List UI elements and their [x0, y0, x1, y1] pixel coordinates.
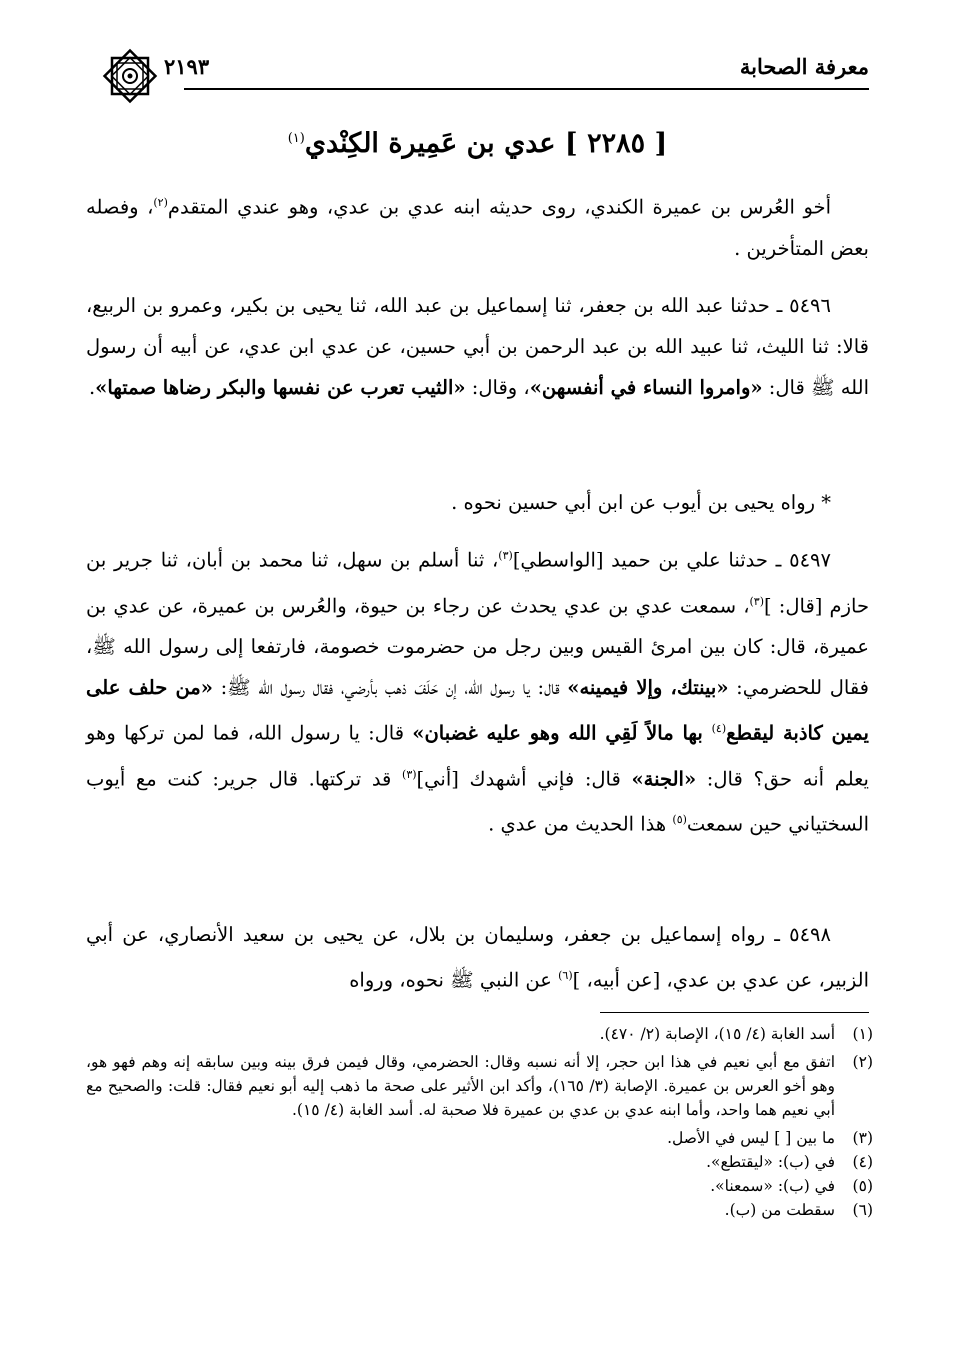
footnote-number: (٦) [852, 1201, 873, 1219]
footnote-ref: (٣) [402, 767, 417, 781]
entry-heading [86, 128, 869, 159]
footnote-ref: (٦) [558, 969, 573, 982]
footnote-item [86, 1198, 873, 1222]
hadith-text: قد تركتها. قال جرير: كنت مع أيوب السختياني حين سمعت [86, 767, 869, 836]
narration-note [86, 482, 869, 523]
hadith-text: ٥٤٩٨ ـ رواه إسماعيل بن جعفر، وسليمان بن بلال، عن يحيى بن سعيد الأنصاري، عن أبي الزبير، عن عدي بن عدي، [عن أبيه، ] [86, 923, 869, 992]
footnote-text: أسد الغابة (٤/ ١٥)، الإصابة (٢/ ٤٧٠). [599, 1025, 835, 1043]
hadith-5498 [86, 914, 869, 1001]
hadith-text: ، وقال: [465, 376, 530, 399]
footnote-number: (٢) [852, 1053, 873, 1071]
entry-heading-text: [ ٢٢٨٥ ] عدي بن عَمِيرة الكِنْدي [304, 128, 668, 159]
hadith-quote: «بينتك، وإلا فيمينه» [567, 676, 729, 699]
hadith-quote: «من حلف على يمين كاذبة ليقطع [86, 676, 869, 745]
footnote-number: (١) [852, 1025, 873, 1043]
footnote-ref: (٣) [749, 594, 765, 608]
footnote-ref: (٣) [498, 549, 513, 562]
footnote-number: (٥) [852, 1177, 873, 1195]
footnote-ref: (٢) [153, 196, 168, 209]
page-number: ٢١٩٣ [164, 54, 210, 79]
footnote-item [86, 1022, 873, 1046]
footnote-text: في (ب): «ليقتطع». [706, 1153, 835, 1171]
footnote-text: سقطت من (ب). [724, 1201, 835, 1219]
footnote-item [86, 1150, 873, 1174]
footnote-text: اتفق مع أبي نعيم في هذا ابن حجر، إلا أنه نسبه وقال: الحضرمي، وقال فيمن فرق بينه وبين سابقه إنه وهم فهو هو، وهو أخو العرس بن عميرة. الإصابة (٣/ ١٦٥)، وأكد ابن الأثير على صحة ما ذهب إليه أبو نعيم فقال: قلت: والصحيح مع أبي نعيم هما واحد، وأما ابنه عدي بن عدي بن عميرة فلا صحبة له. أسد الغابة (٤/ ١٥). [86, 1053, 835, 1119]
hadith-text: ٥٤٩٧ ـ حدثنا علي بن حميد [الواسطي] [512, 548, 831, 572]
narration-note-text: * رواه يحيى بن أيوب عن ابن أبي حسين نحوه . [451, 491, 831, 514]
hadith-text: قال: يا رسول الله، إن حَلَفَ ذهب بأرضي، فقال رسول الله ﷺ: [212, 676, 568, 699]
hadith-quote: «الجنة» [631, 767, 697, 790]
footnotes [86, 1022, 873, 1222]
hadith-text: هذا الحديث من عدي . [488, 812, 673, 836]
intro-paragraph [86, 182, 869, 269]
hadith-text: . [88, 376, 96, 399]
footnote-number: (٣) [852, 1129, 873, 1147]
hadith-quote: «وامروا النساء في أنفسهن» [529, 376, 763, 399]
hadith-text: ، ثنا أسلم بن سهل، ثنا محمد بن أبان، ثنا جرير بن حازم [قال: ] [86, 548, 869, 617]
intro-text-end: ، وفصله بعض المتأخرين . [86, 195, 869, 260]
footnote-item [86, 1126, 873, 1150]
footnote-item [86, 1174, 873, 1198]
hadith-text: قال: يا رسول الله، فما لمن تركها وهو يعلم أنه حق؟ قال: [86, 721, 869, 790]
hadith-text: قال: فإني أشهدك [أني] [416, 767, 632, 790]
intro-text: أخو العُرس بن عميرة الكندي، روى حديثه ابنه عدي بن عدي، وهو عندي المتقدم [167, 195, 831, 219]
hadith-5496 [86, 285, 869, 408]
header-rule [184, 88, 869, 90]
hadith-text: ، سمعت عدي بن عدي يحدث عن رجاء بن حيوة، والعُرس بن عميرة، عن عدي بن عميرة، قال: كان بين امرئ القيس وبين رجل من حضرموت خصومة، فارتفعا إلى رسول الله ﷺ، فقال للحضرمي: [86, 594, 870, 699]
heading-footnote-ref: (١) [287, 131, 305, 146]
running-title: معرفة الصحابة [739, 54, 869, 79]
footnote-item [86, 1050, 873, 1122]
hadith-text: ٥٤٩٦ ـ حدثنا عبد الله بن جعفر، ثنا إسماعيل بن عبد الله، ثنا يحيى بن بكير، وعمرو بن الربيع، قالا: ثنا الليث، ثنا عبيد الله بن عبد الرحمن بن أبي حسين، عن عدي ابن عدي، عن أبيه أن رسول الله ﷺ قال: [86, 294, 869, 399]
footnote-rule [600, 1012, 869, 1013]
footnote-ref: (٤) [711, 722, 727, 735]
hadith-quote: بها مالاً لَقِي الله وهو عليه غضبان» [412, 721, 712, 745]
hadith-text: عن النبي ﷺ نحوه، ورواه [349, 968, 559, 992]
footnote-text: ما بين [ ] ليس في الأصل. [667, 1129, 835, 1147]
footnote-ref: (٥) [672, 813, 687, 826]
running-head [100, 52, 869, 92]
hadith-5497 [86, 535, 869, 845]
octagram-ornament-icon [100, 46, 160, 106]
hadith-quote: «الثيب تعرب عن نفسها والبكر رضاها صمتها» [95, 376, 466, 399]
footnote-number: (٤) [852, 1153, 873, 1171]
footnote-text: في (ب): «سمعنا». [710, 1177, 835, 1195]
